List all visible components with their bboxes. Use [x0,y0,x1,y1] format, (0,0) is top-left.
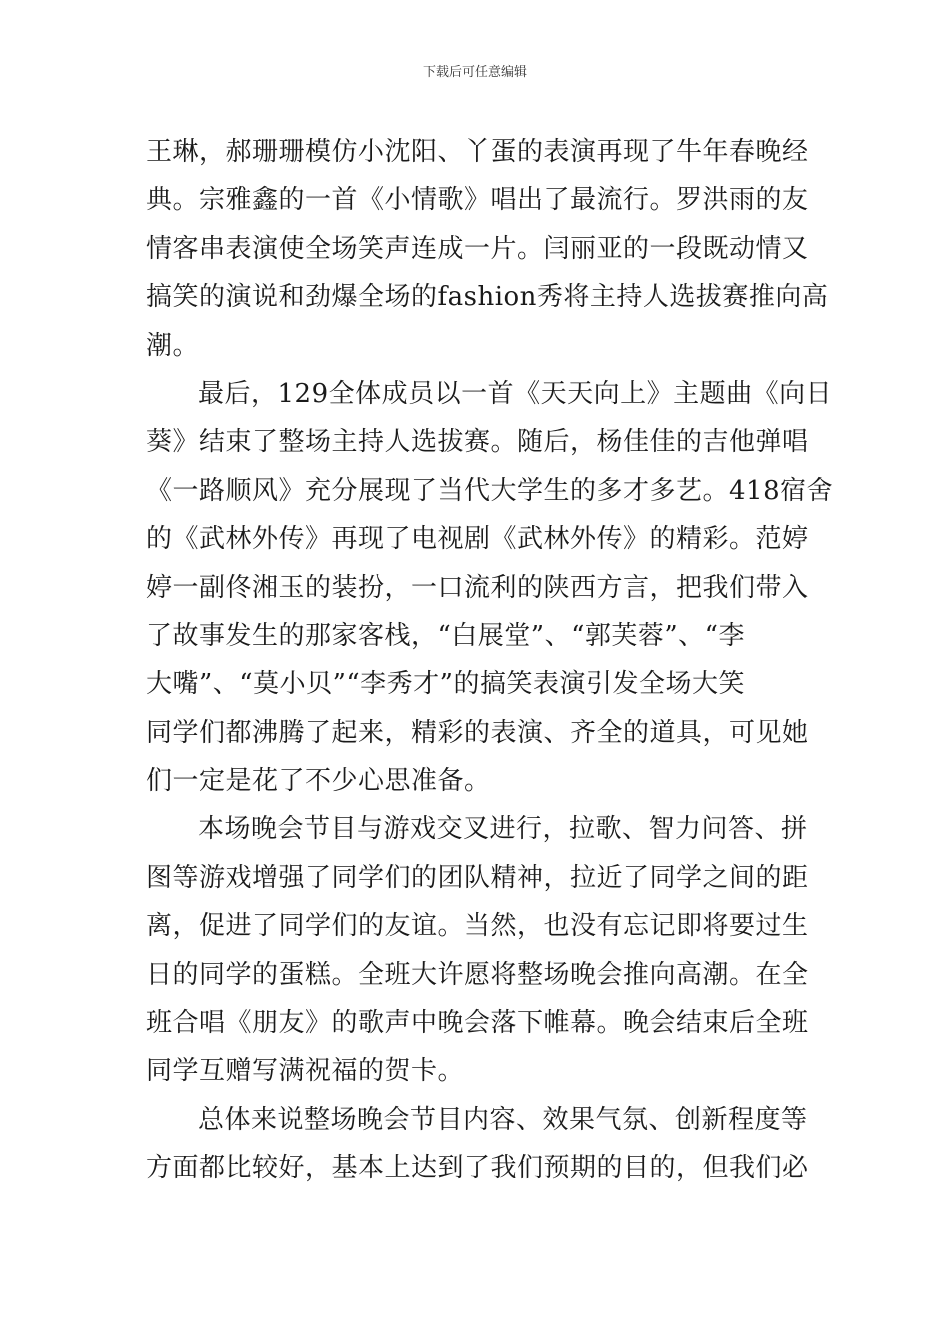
text-line: 葵》结束了整场主持人选拔赛。随后，杨佳佳的吉他弹唱 [146,427,809,458]
text-line: 总体来说整场晚会节目内容、效果气氛、创新程度等 [198,1104,808,1135]
text-line: 了故事发生的那家客栈，“白展堂”、“郭芙蓉”、“李 [146,620,745,651]
text-line: 大嘴”、“莫小贝”“李秀才”的搞笑表演引发全场大笑 [146,669,745,700]
paragraph [146,805,810,1095]
text-line: 图等游戏增强了同学们的团队精神，拉近了同学之间的距 [146,862,809,893]
text-line: 离，促进了同学们的友谊。当然，也没有忘记即将要过生 [146,911,809,942]
text-line: 搞笑的演说和劲爆全场的fashion秀将主持人选拔赛推向高 [146,282,829,313]
text-line: 本场晚会节目与游戏交叉进行，拉歌、智力问答、拼 [198,814,808,845]
text-line: 典。宗雅鑫的一首《小情歌》唱出了最流行。罗洪雨的友 [146,185,809,216]
text-line: 方面都比较好，基本上达到了我们预期的目的，但我们必 [146,1153,809,1184]
paragraph [146,1096,810,1193]
text-line: 最后，129全体成员以一首《天天向上》主题曲《向日 [198,378,833,409]
text-line: 同学们都沸腾了起来，精彩的表演、齐全的道具，可见她 [146,717,809,748]
text-line: 日的同学的蛋糕。全班大许愿将整场晚会推向高潮。在全 [146,959,809,990]
page-header: 下载后可任意编辑 [422,65,527,80]
text-line: 情客串表演使全场笑声连成一片。闫丽亚的一段既动情又 [146,233,809,264]
document-body [146,128,834,1193]
text-line: 班合唱《朋友》的歌声中晚会落下帷幕。晚会结束后全班 [146,1008,809,1039]
text-line: 婷一副佟湘玉的装扮，一口流利的陕西方言，把我们带入 [146,572,809,603]
text-line: 王琳，郝珊珊模仿小沈阳、丫蛋的表演再现了牛年春晚经 [146,137,809,167]
text-line: 同学互赠写满祝福的贺卡。 [146,1056,465,1087]
paragraph [146,370,834,806]
text-line: 《一路顺风》充分展现了当代大学生的多才多艺。418宿舍 [146,475,834,506]
text-line: 的《武林外传》再现了电视剧《武林外传》的精彩。范婷 [146,524,809,555]
paragraph [146,128,829,370]
text-line: 们一定是花了不少心思准备。 [146,766,491,797]
text-line: 潮。 [146,330,200,361]
